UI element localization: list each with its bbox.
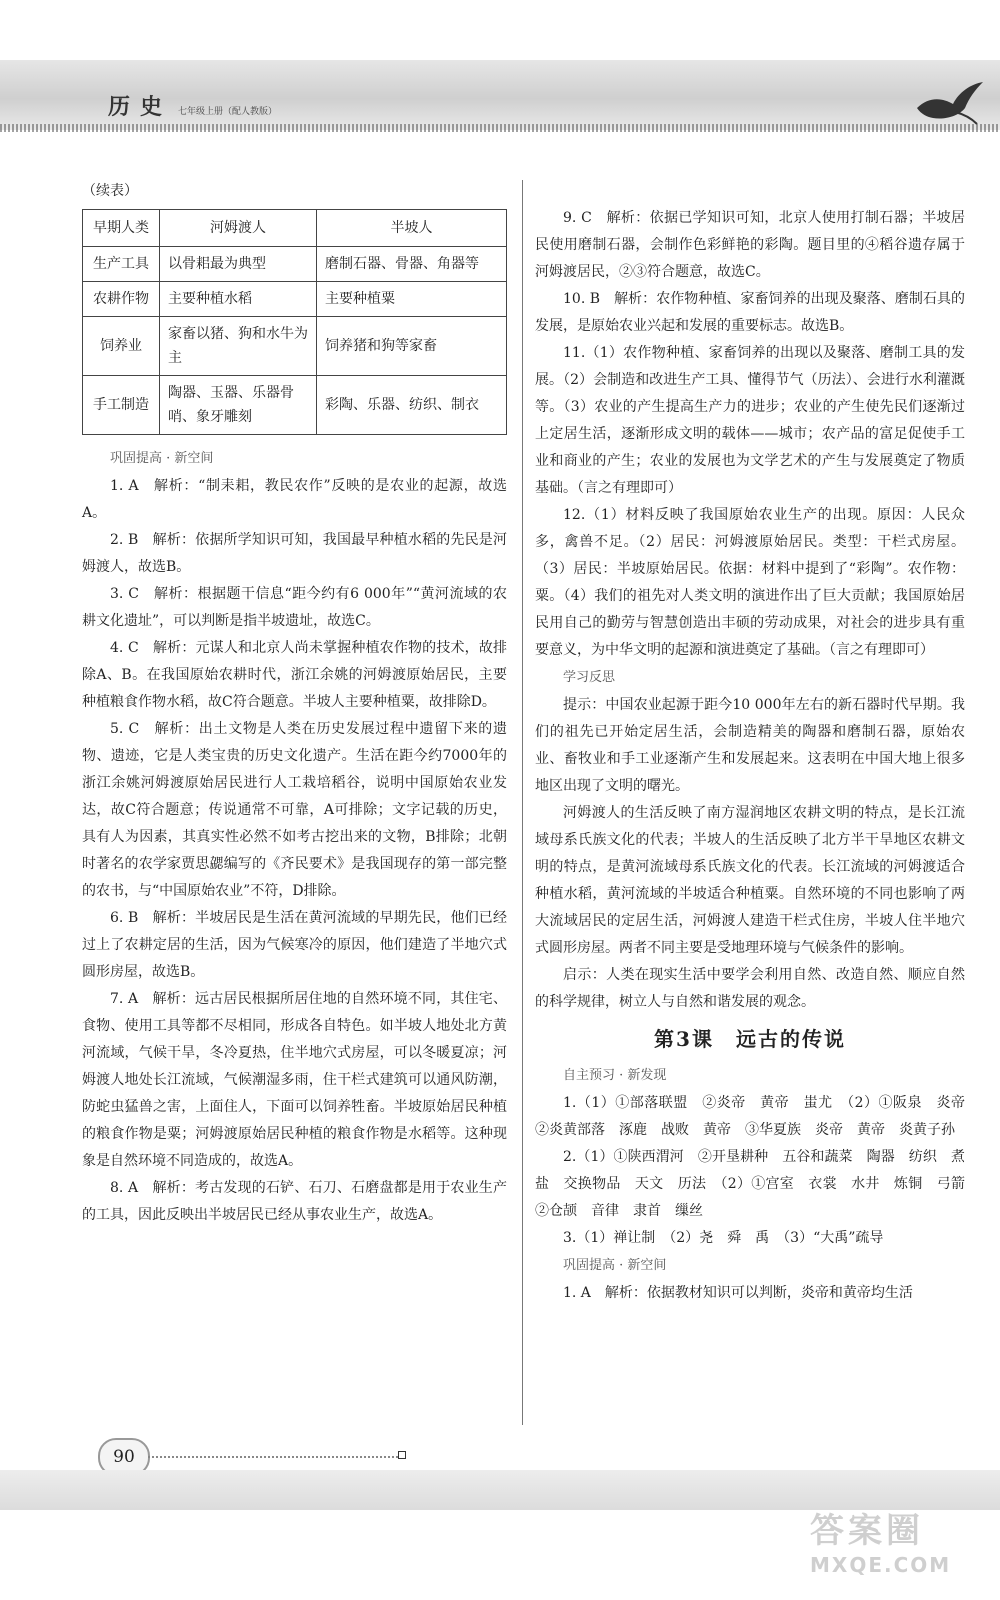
table-cell: 陶器、玉器、乐器骨哨、象牙雕刻 bbox=[160, 376, 317, 435]
table-cell: 家畜以猪、狗和水牛为主 bbox=[160, 317, 317, 376]
reflection-heading: 学习反思 bbox=[563, 670, 616, 685]
lesson-title: 第3课 远古的传说 bbox=[654, 1027, 846, 1051]
comparison-table bbox=[82, 209, 507, 435]
answer-paragraph: 6. B 解析：半坡居民是生活在黄河流域的早期先民，他们已经过上了农耕定居的生活，因为气候寒冷的原因，他们建造了半地穴式圆形房屋，故选B。 bbox=[82, 910, 507, 980]
left-column bbox=[82, 178, 507, 1229]
footer-dotted-line bbox=[148, 1456, 398, 1458]
table-cell: 农耕作物 bbox=[83, 282, 160, 317]
table-cell: 磨制石器、骨器、角器等 bbox=[317, 247, 507, 282]
answer-paragraph: 12.（1）材料反映了我国原始农业生产的出现。原因：人民众多，禽兽不足。（2）居民：河姆渡原始居民。类型：干栏式房屋。（3）居民：半坡原始居民。依据：材料中提到了“彩陶”。农作物：粟。（4）我们的祖先对人类文明的演进作出了巨大贡献；我国原始居民用自己的勤劳与智慧创造出丰硕的劳动成果，对社会的进步具有重要意义，为中华文明的起源和演进奠定了基础。（言之有理即可） bbox=[535, 507, 965, 658]
answer-paragraph: 1. A 解析：“制耒耜，教民农作”反映的是农业的起源，故选A。 bbox=[82, 478, 507, 521]
answer-paragraph: 11.（1）农作物种植、家畜饲养的出现以及聚落、磨制工具的发展。（2）会制造和改进生产工具、懂得节气（历法）、会进行水利灌溉等。（3）农业的产生提高生产力的进步；农业的产生使先民们逐渐过上定居生活，逐渐形成文明的载体——城市；农产品的富足促使手工业和商业的产生；农业的发展也为文学艺术的产生与发展奠定了物质基础。（言之有理即可） bbox=[535, 345, 965, 496]
page-number: 90 bbox=[98, 1438, 150, 1476]
answer-paragraph: 7. A 解析：远古居民根据所居住地的自然环境不同，其住宅、食物、使用工具等都不尽相同，形成各自特色。如半坡人地处北方黄河流域，气候干旱，冬冷夏热，住半地穴式房屋，可以冬暖夏凉；河姆渡人地处长江流域，气候潮湿多雨，住干栏式建筑可以通风防潮，防蛇虫猛兽之害，上面住人，下面可以饲养牲畜。半坡原始居民种植的粮食作物是粟；河姆渡原始居民种植的粮食作物是水稻等。这种现象是自然环境不同造成的，故选A。 bbox=[82, 991, 507, 1169]
answer-paragraph: 10. B 解析：农作物种植、家畜饲养的出现及聚落、磨制石具的发展，是原始农业兴起和发展的重要标志。故选B。 bbox=[535, 291, 965, 334]
book-subtitle: 七年级上册（配人教版） bbox=[178, 107, 278, 117]
table-cell: 饲养猪和狗等家畜 bbox=[317, 317, 507, 376]
footer-square-icon bbox=[398, 1451, 406, 1459]
section-heading: 巩固提高 · 新空间 bbox=[110, 451, 214, 466]
answer-paragraph: 9. C 解析：依据已学知识可知，北京人使用打制石器；半坡居民使用磨制石器，会制作色彩鲜艳的彩陶。题目里的④稻谷遗存属于河姆渡居民，②③符合题意，故选C。 bbox=[535, 210, 965, 280]
preview-line: 2.（1）①陕西渭河 ②开垦耕种 五谷和蔬菜 陶器 纺织 煮盐 交换物品 天文 历法 （2）①宫室 衣裳 水井 炼铜 弓箭 ②仓颉 音律 隶首 缫丝 bbox=[535, 1149, 979, 1219]
watermark bbox=[810, 1510, 990, 1590]
preview-line: 3.（1）禅让制 （2）尧 舜 禹 （3）“大禹”疏导 bbox=[563, 1230, 884, 1246]
table-cell: 彩陶、乐器、纺织、制衣 bbox=[317, 376, 507, 435]
subject-title: 历史 bbox=[108, 94, 173, 120]
answer-paragraph: 3. C 解析：根据题干信息“距今约有6 000年”“黄河流域的农耕文化遗址”，可以判断是指半坡遗址，故选C。 bbox=[82, 586, 507, 629]
table-cell: 以骨耜最为典型 bbox=[160, 247, 317, 282]
table-cell: 主要种植粟 bbox=[317, 282, 507, 317]
answer-paragraph: 5. C 解析：出土文物是人类在历史发展过程中遗留下来的遗物、遗迹，它是人类宝贵的历史文化遗产。生活在距今约7000年的浙江余姚河姆渡原始居民进行人工栽培稻谷，说明中国原始农业发达，故C符合题意；传说通常不可靠，A可排除；文字记载的历史，具有人为因素，其真实性必然不如考古挖出来的文物，B排除；北朝时著名的农学家贾思勰编写的《齐民要术》是我国现存的第一部完整的农书，与“中国原始农业”不符，D排除。 bbox=[82, 721, 507, 899]
reflection-paragraph: 启示：人类在现实生活中要学会利用自然、改造自然、顺应自然的科学规律，树立人与自然和谐发展的观念。 bbox=[535, 967, 965, 1010]
answer-paragraph: 4. C 解析：元谋人和北京人尚未掌握种植农作物的技术，故排除A、B。在我国原始农耕时代，浙江余姚的河姆渡原始居民，主要种植粮食作物水稻，故C符合题意。半坡人主要种植粟，故排除D。 bbox=[82, 640, 507, 710]
table-row bbox=[83, 317, 507, 376]
table-row bbox=[83, 376, 507, 435]
right-column bbox=[535, 205, 979, 1307]
preview-line: 1.（1）①部落联盟 ②炎帝 黄帝 蚩尤 （2）①阪泉 炎帝 ②炎黄部落 涿鹿 战败 黄帝 ③华夏族 炎帝 黄帝 炎黄子孙 bbox=[535, 1095, 979, 1138]
watermark-url: MXQE.COM bbox=[810, 1553, 952, 1577]
table-header-cell: 半坡人 bbox=[317, 210, 507, 247]
table-row bbox=[83, 247, 507, 282]
table-cell: 主要种植水稻 bbox=[160, 282, 317, 317]
table-header-row bbox=[83, 210, 507, 247]
table-header-cell: 早期人类 bbox=[83, 210, 160, 247]
answer-paragraph: 1. A 解析：依据教材知识可以判断，炎帝和黄帝均生活 bbox=[563, 1285, 913, 1301]
watermark-title: 答案圈 bbox=[810, 1511, 924, 1551]
answer-paragraph: 2. B 解析：依据所学知识可知，我国最早种植水稻的先民是河姆渡人，故选B。 bbox=[82, 532, 507, 575]
reflection-paragraph: 河姆渡人的生活反映了南方湿润地区农耕文明的特点，是长江流域母系氏族文化的代表；半坡人的生活反映了北方半干旱地区农耕文明的特点，是黄河流域母系氏族文化的代表。长江流域的河姆渡适合种植水稻，黄河流域的半坡适合种植粟。自然环境的不同也影响了两大流域居民的定居生活，河姆渡人建造干栏式住房，半坡人住半地穴式圆形房屋。两者不同主要是受地理环境与气候条件的影响。 bbox=[535, 805, 965, 956]
table-header-cell: 河姆渡人 bbox=[160, 210, 317, 247]
reflection-paragraph: 提示：中国农业起源于距今10 000年左右的新石器时代早期。我们的祖先已开始定居生活，会制造精美的陶器和磨制石器，原始农业、畜牧业和手工业逐渐产生和发展起来。这表明在中国大地上很多地区出现了文明的曙光。 bbox=[535, 697, 965, 794]
answer-paragraph: 8. A 解析：考古发现的石铲、石刀、石磨盘都是用于农业生产的工具，因此反映出半坡居民已经从事农业生产，故选A。 bbox=[82, 1180, 507, 1223]
table-cell: 生产工具 bbox=[83, 247, 160, 282]
preview-heading: 自主预习 · 新发现 bbox=[563, 1068, 667, 1083]
table-cell: 手工制造 bbox=[83, 376, 160, 435]
table-row bbox=[83, 282, 507, 317]
swallow-icon bbox=[915, 78, 985, 126]
table-caption: （续表） bbox=[82, 183, 138, 199]
footer-band bbox=[0, 1470, 1000, 1510]
consolidate-heading: 巩固提高 · 新空间 bbox=[563, 1258, 667, 1273]
header-rule bbox=[0, 124, 1000, 132]
table-cell: 饲养业 bbox=[83, 317, 160, 376]
column-divider bbox=[522, 180, 523, 1425]
